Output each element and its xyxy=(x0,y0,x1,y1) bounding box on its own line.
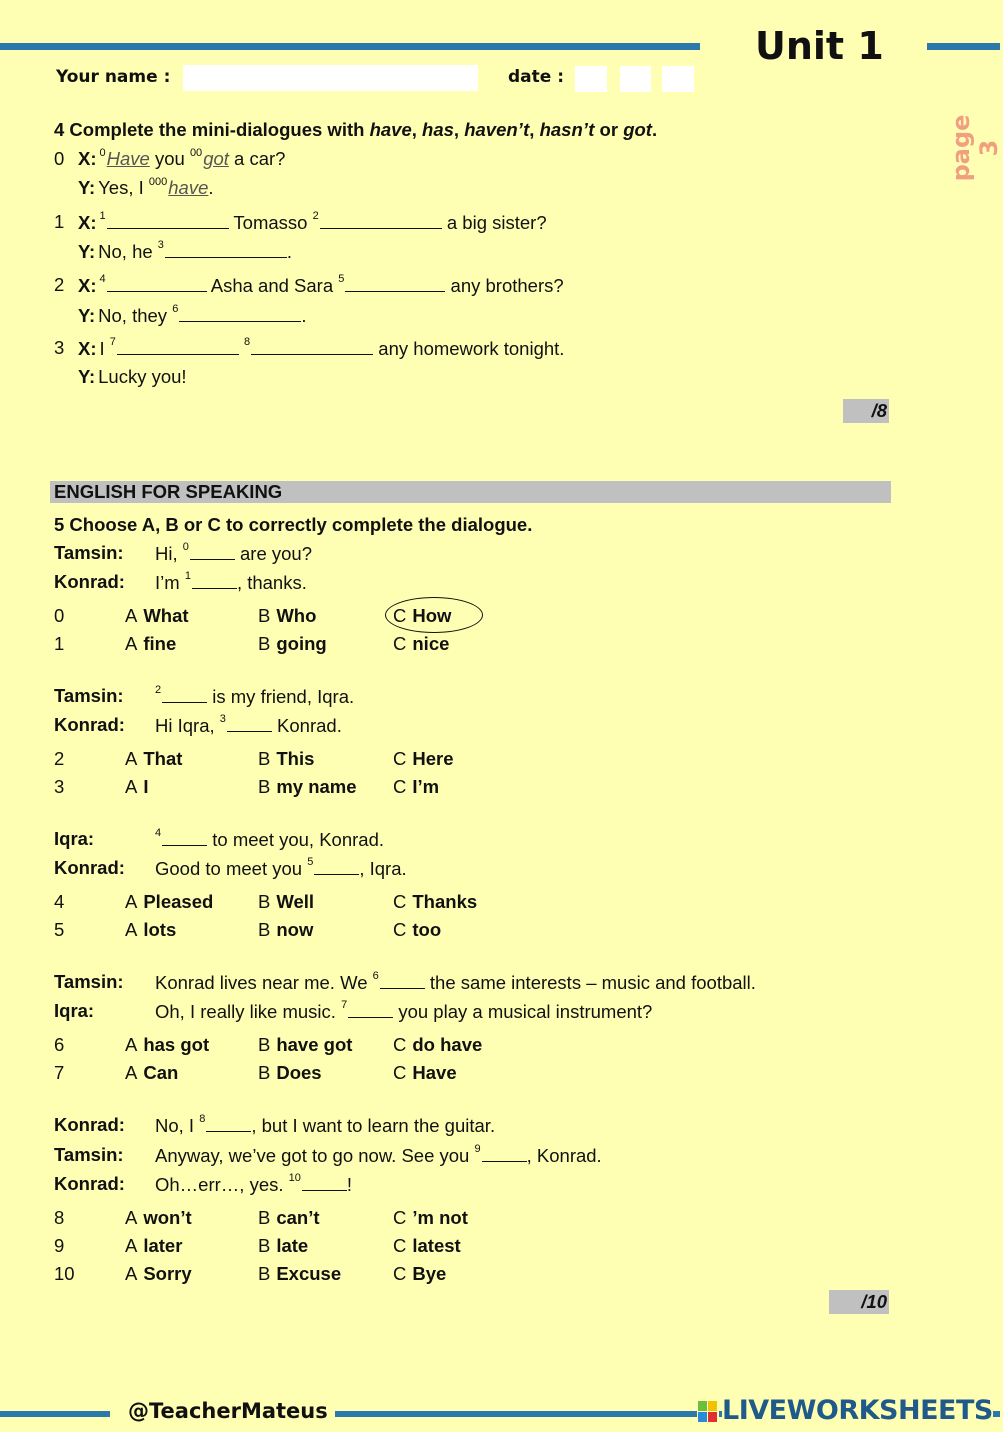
dialogue-line xyxy=(155,541,312,565)
option-number: 8 xyxy=(54,1207,65,1228)
speaker-label: Konrad: xyxy=(54,857,125,878)
option-text: Who xyxy=(276,605,317,626)
option-text: Thanks xyxy=(412,891,478,912)
text-segment: Oh, I really like music. xyxy=(155,1001,342,1022)
text-segment: No, I xyxy=(155,1115,200,1136)
option-letter: C xyxy=(393,633,407,654)
gap-number: 0 xyxy=(182,541,189,553)
text-segment: , xyxy=(453,119,465,140)
option-c[interactable] xyxy=(393,1033,482,1057)
option-letter: C xyxy=(393,919,407,940)
text-segment: Hi, xyxy=(155,543,183,564)
example-answer: got xyxy=(203,148,229,169)
speaker-label: Y: xyxy=(78,241,96,262)
dialogue-line xyxy=(78,365,187,389)
option-letter: B xyxy=(258,1062,271,1083)
option-b[interactable] xyxy=(258,1234,308,1258)
text-segment: No, he xyxy=(98,241,158,262)
dialogue-line xyxy=(155,1113,495,1137)
option-b[interactable] xyxy=(258,1033,352,1057)
gap-number: 6 xyxy=(372,970,379,982)
gap-number: 8 xyxy=(199,1113,206,1125)
option-letter: B xyxy=(258,1034,271,1055)
gap-number: 9 xyxy=(474,1143,481,1155)
dialogue-line xyxy=(155,827,384,851)
gap-number: 1 xyxy=(99,210,106,222)
option-number: 10 xyxy=(54,1263,75,1284)
text-segment: you play a musical instrument? xyxy=(393,1001,653,1022)
option-c[interactable] xyxy=(393,918,441,942)
page-label: page 3 xyxy=(947,114,1003,182)
text-segment: , xyxy=(529,119,540,140)
speaker-label: Tamsin: xyxy=(54,685,124,706)
option-letter: B xyxy=(258,633,271,654)
option-text: later xyxy=(143,1235,183,1256)
option-number: 7 xyxy=(54,1062,65,1083)
answer-blank[interactable] xyxy=(117,336,239,355)
text-segment: or xyxy=(594,119,624,140)
answer-blank[interactable] xyxy=(314,856,359,875)
option-letter: A xyxy=(125,1062,138,1083)
gap-number: 3 xyxy=(219,713,226,725)
option-text: Does xyxy=(276,1062,322,1083)
text-segment: is my friend, Iqra. xyxy=(207,686,355,707)
option-letter: B xyxy=(258,748,271,769)
text-segment: Konrad lives near me. We xyxy=(155,972,373,993)
answer-blank[interactable] xyxy=(192,570,237,589)
option-b[interactable] xyxy=(258,604,316,628)
option-letter: B xyxy=(258,605,271,626)
text-segment: are you? xyxy=(234,543,313,564)
option-a[interactable] xyxy=(125,918,176,942)
option-letter: B xyxy=(258,919,271,940)
date-day-input[interactable] xyxy=(575,66,607,92)
option-number: 9 xyxy=(54,1235,65,1256)
dialogue-line xyxy=(155,1172,352,1196)
gap-number: 2 xyxy=(155,684,162,696)
answer-blank[interactable] xyxy=(206,1113,251,1132)
gap-number: 5 xyxy=(338,273,345,285)
option-letter: C xyxy=(393,1062,407,1083)
date-year-input[interactable] xyxy=(662,66,694,92)
option-c[interactable] xyxy=(393,1234,461,1258)
option-text: now xyxy=(276,919,314,940)
text-segment: . xyxy=(301,305,307,326)
name-label: Your name : xyxy=(56,67,171,87)
item-number: 0 xyxy=(54,148,65,169)
gap-number: 8 xyxy=(244,336,251,348)
dialogue-line xyxy=(155,713,342,737)
option-text: ’m not xyxy=(412,1207,468,1228)
dialogue-line xyxy=(155,1143,602,1167)
option-a[interactable] xyxy=(125,1234,182,1258)
text-segment: , thanks. xyxy=(236,572,307,593)
keyword: haven’t xyxy=(464,119,530,140)
dialogue-line xyxy=(78,210,547,234)
option-text: Have xyxy=(412,1062,457,1083)
speaker-label: Konrad: xyxy=(54,571,125,592)
option-number: 2 xyxy=(54,748,65,769)
text-segment: a car? xyxy=(228,148,286,169)
text-segment: No, they xyxy=(98,305,173,326)
option-b[interactable] xyxy=(258,918,313,942)
dialogue-line xyxy=(78,303,306,327)
text-segment: , Konrad. xyxy=(526,1145,602,1166)
text-segment: you xyxy=(149,148,190,169)
speaker-label: Y: xyxy=(78,305,96,326)
dialogue-line xyxy=(155,684,354,708)
answer-blank[interactable] xyxy=(162,684,207,703)
option-text: I xyxy=(143,776,149,797)
keyword: has xyxy=(422,119,454,140)
dialogue-line xyxy=(78,239,292,263)
speaker-label: Konrad: xyxy=(54,714,125,735)
option-letter: A xyxy=(125,1263,138,1284)
gap-number: 3 xyxy=(157,239,164,251)
header-rule-right xyxy=(927,43,1000,50)
option-text: Sorry xyxy=(143,1263,192,1284)
option-b[interactable] xyxy=(258,632,327,656)
keyword: hasn’t xyxy=(539,119,595,140)
option-c[interactable] xyxy=(393,747,454,771)
option-text: can’t xyxy=(276,1207,320,1228)
option-letter: C xyxy=(393,1235,407,1256)
text-segment: ! xyxy=(346,1174,353,1195)
text-segment: Tomasso xyxy=(228,212,313,233)
option-text: Can xyxy=(143,1062,179,1083)
answer-blank[interactable] xyxy=(345,273,445,292)
option-a[interactable] xyxy=(125,775,148,799)
text-segment: any brothers? xyxy=(445,275,564,296)
option-letter: B xyxy=(258,1207,271,1228)
option-number: 3 xyxy=(54,776,65,797)
answer-blank[interactable] xyxy=(190,541,235,560)
liveworksheets-logo-icon xyxy=(697,1400,719,1424)
text-segment: . xyxy=(286,241,293,262)
option-letter: C xyxy=(393,1263,407,1284)
option-letter: A xyxy=(125,748,138,769)
speaker-label: Tamsin: xyxy=(54,971,124,992)
option-b[interactable] xyxy=(258,747,314,771)
dialogue-line xyxy=(155,999,652,1023)
text-segment: Lucky you! xyxy=(98,366,187,387)
gap-number: 4 xyxy=(155,827,162,839)
option-b[interactable] xyxy=(258,1262,341,1286)
option-letter: A xyxy=(125,1207,138,1228)
author-credit: @TeacherMateus xyxy=(128,1399,328,1423)
option-c[interactable] xyxy=(393,1206,468,1230)
text-segment: any homework tonight. xyxy=(373,338,565,359)
item-number: 1 xyxy=(54,211,65,232)
option-a[interactable] xyxy=(125,604,189,628)
speaker-label: Iqra: xyxy=(54,828,95,849)
date-label: date : xyxy=(508,67,565,87)
option-a[interactable] xyxy=(125,632,176,656)
option-b[interactable] xyxy=(258,1206,320,1230)
text-segment: Oh…err…, yes. xyxy=(155,1174,289,1195)
option-letter: A xyxy=(125,1034,138,1055)
gap-number: 0 xyxy=(99,147,106,159)
text-segment: I xyxy=(99,338,110,359)
answer-blank[interactable] xyxy=(162,827,207,846)
option-c[interactable] xyxy=(393,604,451,628)
option-text: Bye xyxy=(412,1263,447,1284)
text-segment: 4 Complete the mini-dialogues with xyxy=(54,119,370,140)
option-text: Well xyxy=(276,891,315,912)
speaker-label: Iqra: xyxy=(54,1000,95,1021)
answer-blank[interactable] xyxy=(165,239,287,258)
option-text: nice xyxy=(412,633,450,654)
text-segment: . xyxy=(208,177,214,198)
option-c[interactable] xyxy=(393,775,439,799)
option-text: latest xyxy=(412,1235,461,1256)
option-text: I’m xyxy=(412,776,440,797)
option-text: fine xyxy=(143,633,177,654)
header-rule-left xyxy=(0,43,700,50)
option-number: 6 xyxy=(54,1034,65,1055)
option-b[interactable] xyxy=(258,890,314,914)
example-answer: Have xyxy=(106,148,150,169)
keyword: have xyxy=(369,119,412,140)
option-text: my name xyxy=(276,776,357,797)
option-c[interactable] xyxy=(393,632,449,656)
item-number: 3 xyxy=(54,337,65,358)
option-letter: A xyxy=(125,605,138,626)
gap-number: 2 xyxy=(312,210,319,222)
option-text: What xyxy=(143,605,189,626)
option-text: Pleased xyxy=(143,891,214,912)
exercise-5-title: 5 Choose A, B or C to correctly complete the dialogue. xyxy=(54,514,533,535)
gap-number: 7 xyxy=(341,999,348,1011)
option-letter: C xyxy=(393,605,407,626)
option-c[interactable] xyxy=(393,1262,446,1286)
option-text: have got xyxy=(276,1034,353,1055)
option-a[interactable] xyxy=(125,1206,192,1230)
option-text: going xyxy=(276,633,327,654)
item-number: 2 xyxy=(54,274,65,295)
option-text: This xyxy=(276,748,315,769)
text-segment: Good to meet you xyxy=(155,858,308,879)
gap-number: 000 xyxy=(148,176,168,188)
speaker-label: Konrad: xyxy=(54,1114,125,1135)
name-input[interactable] xyxy=(183,65,478,91)
option-number: 4 xyxy=(54,891,65,912)
option-letter: B xyxy=(258,891,271,912)
option-text: won’t xyxy=(143,1207,192,1228)
option-letter: C xyxy=(393,1034,407,1055)
text-segment: , xyxy=(411,119,423,140)
text-segment: , but I want to learn the guitar. xyxy=(251,1115,496,1136)
gap-number: 7 xyxy=(109,336,116,348)
text-segment: Konrad. xyxy=(271,715,342,736)
option-number: 0 xyxy=(54,605,65,626)
option-text: do have xyxy=(412,1034,483,1055)
gap-number: 1 xyxy=(184,570,191,582)
answer-blank[interactable] xyxy=(107,210,229,229)
speaker-label: Konrad: xyxy=(54,1173,125,1194)
gap-number: 6 xyxy=(172,303,179,315)
text-segment: , Iqra. xyxy=(359,858,407,879)
unit-title: Unit 1 xyxy=(755,24,884,68)
answer-blank[interactable] xyxy=(251,336,373,355)
option-number: 5 xyxy=(54,919,65,940)
dialogue-line xyxy=(78,273,564,297)
speaker-label: Y: xyxy=(78,366,96,387)
answer-blank[interactable] xyxy=(107,273,207,292)
text-segment: . xyxy=(651,119,658,140)
dialogue-line xyxy=(155,570,307,594)
speaker-label: Tamsin: xyxy=(54,542,124,563)
answer-blank[interactable] xyxy=(227,713,272,732)
brand-logo: LIVEWORKSHEETS xyxy=(722,1395,993,1426)
option-text: How xyxy=(412,605,452,626)
option-text: lots xyxy=(143,919,177,940)
option-text: Excuse xyxy=(276,1263,342,1284)
text-segment: a big sister? xyxy=(441,212,547,233)
speaker-label: Tamsin: xyxy=(54,1144,124,1165)
gap-number: 10 xyxy=(288,1172,301,1184)
option-b[interactable] xyxy=(258,775,357,799)
option-letter: A xyxy=(125,919,138,940)
option-letter: B xyxy=(258,1263,271,1284)
option-a[interactable] xyxy=(125,747,182,771)
option-c[interactable] xyxy=(393,1061,457,1085)
footer-rule-left xyxy=(0,1411,110,1417)
option-c[interactable] xyxy=(393,890,477,914)
option-a[interactable] xyxy=(125,1262,192,1286)
answer-blank[interactable] xyxy=(302,1172,347,1191)
text-segment: to meet you, Konrad. xyxy=(207,829,385,850)
option-letter: B xyxy=(258,1235,271,1256)
exercise-4-title xyxy=(54,118,657,142)
text-segment: Anyway, we’ve got to go now. See you xyxy=(155,1145,475,1166)
option-a[interactable] xyxy=(125,1061,178,1085)
text-segment: the same interests – music and football. xyxy=(424,972,756,993)
option-letter: C xyxy=(393,776,407,797)
option-a[interactable] xyxy=(125,1033,209,1057)
speaker-label: X: xyxy=(78,275,97,296)
text-segment: Yes, I xyxy=(98,177,149,198)
option-text: too xyxy=(412,919,442,940)
option-text: late xyxy=(276,1235,309,1256)
dialogue-line xyxy=(155,856,407,880)
text-segment: Asha and Sara xyxy=(206,275,339,296)
option-a[interactable] xyxy=(125,890,213,914)
option-letter: A xyxy=(125,1235,138,1256)
speaker-label: X: xyxy=(78,338,97,359)
exercise-4-score: /8 xyxy=(843,399,889,423)
option-number: 1 xyxy=(54,633,65,654)
option-letter: C xyxy=(393,1207,407,1228)
option-letter: A xyxy=(125,891,138,912)
option-letter: C xyxy=(393,891,407,912)
option-text: That xyxy=(143,748,183,769)
answer-blank[interactable] xyxy=(482,1143,527,1162)
gap-number: 5 xyxy=(307,856,314,868)
gap-number: 00 xyxy=(189,147,203,159)
answer-blank[interactable] xyxy=(179,303,301,322)
exercise-5-score: /10 xyxy=(829,1290,889,1314)
text-segment: Hi Iqra, xyxy=(155,715,220,736)
option-letter: C xyxy=(393,748,407,769)
dialogue-line xyxy=(78,176,214,200)
gap-number: 4 xyxy=(99,273,106,285)
option-letter: A xyxy=(125,633,138,654)
dialogue-line xyxy=(155,970,756,994)
option-text: Here xyxy=(412,748,454,769)
date-month-input[interactable] xyxy=(620,66,651,92)
answer-blank[interactable] xyxy=(380,970,425,989)
text-segment: I’m xyxy=(155,572,185,593)
option-b[interactable] xyxy=(258,1061,322,1085)
answer-blank[interactable] xyxy=(320,210,442,229)
option-letter: A xyxy=(125,776,138,797)
option-letter: B xyxy=(258,776,271,797)
example-answer: have xyxy=(168,177,209,198)
option-text: has got xyxy=(143,1034,210,1055)
section-title: ENGLISH FOR SPEAKING xyxy=(50,481,891,503)
dialogue-line xyxy=(78,336,564,360)
answer-blank[interactable] xyxy=(348,999,393,1018)
dialogue-line xyxy=(78,147,285,171)
speaker-label: X: xyxy=(78,212,97,233)
speaker-label: Y: xyxy=(78,177,96,198)
keyword: got xyxy=(623,119,652,140)
speaker-label: X: xyxy=(78,148,97,169)
